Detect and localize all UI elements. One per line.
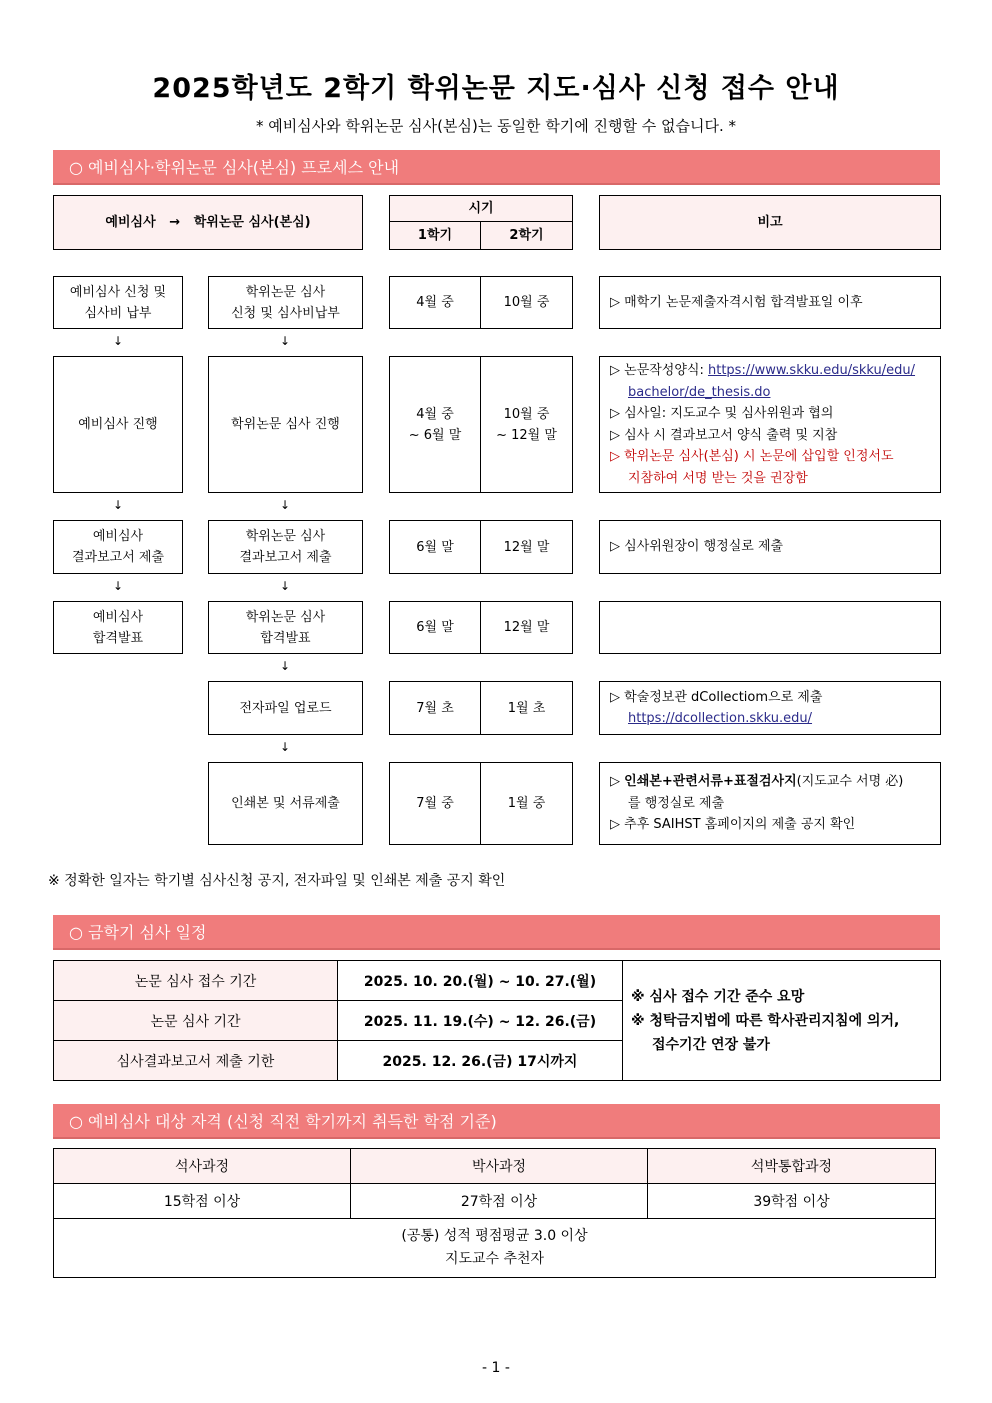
- dcollection-link[interactable]: https://dcollection.skku.edu/: [628, 711, 813, 726]
- page-number: - 1 -: [482, 1360, 510, 1376]
- thesis-format-link[interactable]: https://www.skku.edu/skku/edu/: [708, 363, 916, 378]
- pre-step-report-line1: 예비심사: [92, 529, 144, 544]
- schedule-value: 2025. 12. 26.(금) 17시까지: [338, 1041, 623, 1081]
- pre-step-result-line2: 합격발표: [92, 630, 144, 646]
- eligibility-val-integrated: 39학점 이상: [648, 1184, 936, 1219]
- thesis-format-link-cont[interactable]: bachelor/de_thesis.do: [628, 384, 771, 400]
- sem1-upload: [389, 681, 481, 735]
- table-row: [54, 1184, 936, 1219]
- arrow-down: ↓: [279, 740, 291, 754]
- note-print: ▷ 인쇄본+관련서류+표절검사지(지도교수 서명 必) 를 행정실로 제출 ▷ 추후 SAIHST 홈페이지의 제출 공지 확인: [599, 762, 941, 845]
- sem1-result-text: 6월 말: [416, 620, 454, 635]
- note-upload: [599, 681, 941, 735]
- process-footnote: ※ 정확한 일자는 학기별 심사신청 공지, 전자파일 및 인쇄본 제출 공지 확인: [48, 873, 506, 889]
- note-format-label: ▷ 논문작성양식:: [610, 363, 708, 378]
- note-report: [599, 520, 941, 574]
- schedule-value: 2025. 11. 19.(수) ~ 12. 26.(금): [338, 1001, 623, 1041]
- schedule-label: 논문 심사 기간: [54, 1001, 338, 1041]
- note-header-cell: [599, 195, 941, 250]
- sem2-header-label: 2학기: [509, 228, 544, 243]
- sem2-print: [480, 762, 573, 845]
- sem1-result: [389, 601, 481, 654]
- main-step-progress-text: 학위논문 심사 진행: [231, 417, 340, 432]
- main-step-report-line1: 학위논문 심사: [245, 529, 326, 544]
- arrow-down: ↓: [279, 334, 291, 348]
- pre-step-apply: [53, 276, 183, 329]
- table-row: [54, 1149, 936, 1184]
- page-title: 2025학년도 2학기 학위논문 지도·심사 신청 접수 안내: [152, 73, 840, 104]
- note-upload-text: ▷ 학술정보관 dCollectiom으로 제출: [610, 689, 823, 705]
- arrow-down: ↓: [279, 498, 291, 512]
- main-step-print: [208, 762, 363, 845]
- note-result-empty: [599, 601, 941, 654]
- sem1-report: [389, 520, 481, 574]
- pre-step-progress-text: 예비심사 진행: [78, 417, 158, 432]
- pre-step-apply-line2: 심사비 납부: [84, 305, 152, 321]
- sem2-print-text: 1월 중: [507, 796, 546, 811]
- pre-step-apply-line1: 예비심사 신청 및: [69, 284, 167, 300]
- main-step-result-line2: 합격발표: [260, 630, 311, 646]
- pre-step-result: [53, 601, 183, 654]
- eligibility-common-2: 지도교수 추천자: [444, 1251, 545, 1267]
- sem2-apply: [480, 276, 573, 329]
- pre-step-progress: [53, 356, 183, 493]
- sem1-progress-line1: 4월 중: [416, 406, 454, 422]
- main-step-result-line1: 학위논문 심사: [245, 609, 326, 625]
- process-header-cell: [53, 195, 363, 250]
- eligibility-val-doctor: 27학점 이상: [351, 1184, 648, 1219]
- sem2-progress: [480, 356, 573, 493]
- arrow-down: ↓: [279, 659, 291, 673]
- sem2-report: [480, 520, 573, 574]
- sem2-header-cell: [480, 221, 573, 250]
- arrow-down: ↓: [112, 334, 124, 348]
- main-step-upload: [208, 681, 363, 735]
- time-header-cell: [389, 195, 573, 222]
- table-row: [54, 961, 941, 1001]
- sem1-print: [389, 762, 481, 845]
- main-step-apply-line2: 신청 및 심사비납부: [231, 305, 340, 321]
- eligibility-common-1: (공통) 성적 평점평균 3.0 이상: [401, 1228, 588, 1244]
- eligibility-col-doctor: 박사과정: [351, 1149, 648, 1184]
- section-header-process: ○ 예비심사·학위논문 심사(본심) 프로세스 안내: [53, 150, 940, 185]
- note-progress: [599, 356, 941, 493]
- sem2-progress-line1: 10월 중: [503, 406, 550, 422]
- sem1-header-label: 1학기: [417, 228, 453, 243]
- main-step-upload-text: 전자파일 업로드: [239, 700, 332, 716]
- pre-step-result-line1: 예비심사: [92, 609, 144, 625]
- sem1-report-text: 6월 말: [416, 539, 454, 555]
- eligibility-common: [54, 1219, 936, 1278]
- schedule-label: 심사결과보고서 제출 기한: [54, 1041, 338, 1081]
- sem1-progress: [389, 356, 481, 493]
- sem1-print-text: 7월 중: [416, 796, 454, 811]
- eligibility-table: [53, 1148, 936, 1278]
- note-print-cont: 를 행정실로 제출: [628, 795, 725, 811]
- time-header-label: 시기: [468, 201, 494, 216]
- note-report-text: ▷ 심사위원장이 행정실로 제출: [610, 539, 784, 555]
- eligibility-col-master: 석사과정: [54, 1149, 351, 1184]
- sem2-report-text: 12월 말: [503, 539, 550, 555]
- eligibility-col-integrated: 석박통합과정: [648, 1149, 936, 1184]
- note-certificate-cont: 지참하여 서명 받는 것을 권장함: [628, 470, 808, 486]
- main-step-report: [208, 520, 363, 574]
- sem1-upload-text: 7월 초: [416, 700, 454, 716]
- note-apply: [599, 276, 941, 329]
- section-header-schedule: ○ 금학기 심사 일정: [53, 915, 940, 950]
- sem1-header-cell: [389, 221, 481, 250]
- sem2-result: [480, 601, 573, 654]
- pre-step-report: [53, 520, 183, 574]
- note-header-label: 비고: [757, 215, 783, 230]
- main-step-apply-line1: 학위논문 심사: [245, 284, 326, 300]
- arrow-down: ↓: [279, 579, 291, 593]
- schedule-note-3: 접수기간 연장 불가: [652, 1036, 770, 1053]
- arrow-down: ↓: [112, 579, 124, 593]
- main-step-report-line2: 결과보고서 제출: [239, 550, 332, 565]
- schedule-note: [623, 961, 941, 1081]
- eligibility-val-master: 15학점 이상: [54, 1184, 351, 1219]
- page-subtitle: * 예비심사와 학위논문 심사(본심)는 동일한 학기에 진행할 수 없습니다. *: [255, 117, 737, 135]
- sem1-progress-line2: ~ 6월 말: [408, 427, 462, 443]
- note-print-rest: (지도교수 서명 必): [796, 774, 904, 790]
- note-exam-date: ▷ 심사일: 지도교수 및 심사위원과 협의: [610, 406, 834, 421]
- table-row: [54, 1219, 936, 1278]
- note-print-notice: ▷ 추후 SAIHST 홈페이지의 제출 공지 확인: [610, 817, 856, 833]
- sem1-apply: [389, 276, 481, 329]
- schedule-note-2: ※ 청탁금지법에 따른 학사관리지침에 의거,: [631, 1012, 900, 1029]
- sem2-result-text: 12월 말: [503, 620, 550, 635]
- note-certificate: ▷ 학위논문 심사(본심) 시 논문에 삽입할 인정서도: [610, 449, 894, 464]
- schedule-note-1: ※ 심사 접수 기간 준수 요망: [631, 988, 805, 1005]
- sem2-upload-text: 1월 초: [507, 700, 546, 716]
- schedule-label: 논문 심사 접수 기간: [54, 961, 338, 1001]
- main-step-apply: [208, 276, 363, 329]
- main-step-progress: [208, 356, 363, 493]
- sem1-apply-text: 4월 중: [416, 295, 454, 310]
- sem2-progress-line2: ~ 12월 말: [496, 427, 557, 443]
- sem2-apply-text: 10월 중: [503, 295, 550, 310]
- arrow-down: ↓: [112, 498, 124, 512]
- schedule-value: 2025. 10. 20.(월) ~ 10. 27.(월): [338, 961, 623, 1001]
- schedule-table: [53, 960, 941, 1081]
- process-header-label: 예비심사 → 학위논문 심사(본심): [105, 215, 311, 230]
- sem2-upload: [480, 681, 573, 735]
- main-step-result: [208, 601, 363, 654]
- note-apply-text: ▷ 매학기 논문제출자격시험 합격발표일 이후: [610, 294, 863, 310]
- main-step-print-text: 인쇄본 및 서류제출: [231, 796, 340, 811]
- section-header-eligibility: ○ 예비심사 대상 자격 (신청 직전 학기까지 취득한 학점 기준): [53, 1104, 940, 1139]
- pre-step-report-line2: 결과보고서 제출: [71, 550, 165, 565]
- note-print-bold: 인쇄본+관련서류+표절검사지: [624, 774, 797, 790]
- note-report-form: ▷ 심사 시 결과보고서 양식 출력 및 지참: [610, 427, 838, 443]
